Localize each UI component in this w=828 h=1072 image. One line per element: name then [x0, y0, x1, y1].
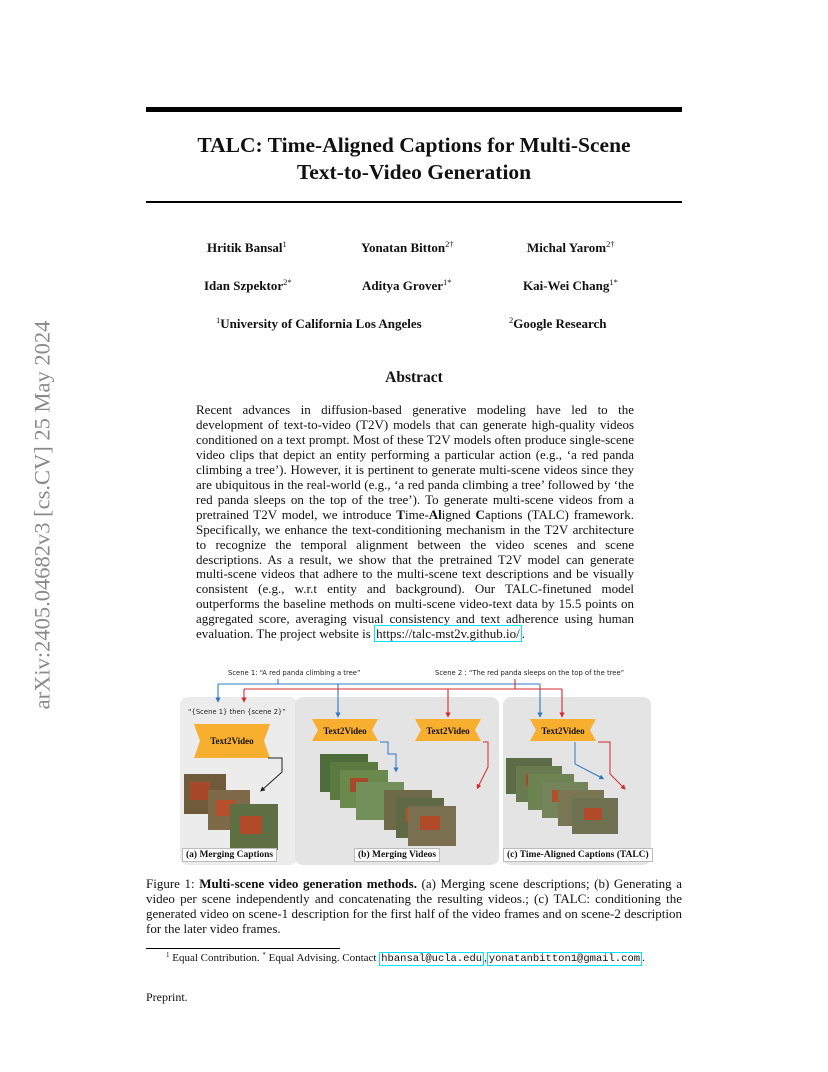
figure-1	[170, 662, 660, 867]
project-link[interactable]: https://talc-mst2v.github.io/	[376, 626, 520, 642]
footnote-rule	[146, 948, 340, 949]
author: Kai-Wei Chang$^{1*}$	[523, 277, 618, 293]
author: Yonatan Bitton$^{2\dagger}$	[361, 239, 454, 255]
t2v-label-a: Text2Video	[210, 736, 254, 746]
affiliation: $^2$Google Research	[509, 315, 607, 331]
panel-a-title: (a) Merging Captions	[182, 848, 277, 862]
paper-title	[146, 132, 682, 186]
panel-c-title: (c) Time-Aligned Captions (TALC)	[503, 848, 653, 862]
preprint-label: Preprint.	[146, 990, 188, 1004]
frames-panel-c	[506, 758, 618, 834]
arxiv-id: arXiv:2405.04682v3 [cs.CV] 25 May 2024	[29, 320, 54, 710]
author: Michal Yarom$^{2\dagger}$	[527, 239, 615, 255]
top-rule	[146, 107, 682, 112]
email-link-2[interactable]: yonatanbitton1@gmail.com	[488, 953, 641, 965]
arxiv-stamp	[22, 275, 62, 755]
frames-panel-b	[320, 754, 456, 846]
scene2-label: Scene 2 : “The red panda sleeps on the top of the tree”	[435, 669, 625, 677]
t2v-label-b1: Text2Video	[323, 726, 367, 736]
figure-diagram	[170, 662, 660, 867]
scene1-label: Scene 1: “A red panda climbing a tree”	[228, 669, 361, 677]
title-rule	[146, 201, 682, 203]
panel-b-title: (b) Merging Videos	[354, 848, 440, 862]
merge-prompt: “{Scene 1} then {scene 2}”	[188, 708, 286, 716]
author: Idan Szpektor$^{2*}$	[204, 277, 292, 293]
title-line-1: TALC: Time-Aligned Captions for Multi-Scene	[197, 133, 631, 157]
footnote: $^1$ Equal Contribution. * Equal Advising. Contact hbansal@ucla.edu , yonatanbitton1@gmail.com .	[166, 951, 645, 965]
t2v-label-b2: Text2Video	[426, 726, 470, 736]
affiliation: $^1$University of California Los Angeles	[216, 315, 422, 331]
title-line-2: Text-to-Video Generation	[296, 160, 532, 184]
email-link-1[interactable]: hbansal@ucla.edu	[381, 953, 483, 965]
abstract-heading: Abstract	[385, 369, 443, 386]
author: Hritik Bansal$^1$	[207, 239, 287, 255]
figure-caption: Figure 1: Multi-scene video generation methods. (a) Merging scene descriptions; (b) Generating a video per scene independently and concatenating the resulting videos.; (c) TALC: conditioning the generated video on scene-1 description for the first half of the video frames and on scene-2 description for the later video frames.	[146, 876, 682, 936]
abstract-body: Recent advances in diffusion-based generative modeling have led to the development of text-to-video (T2V) models that can generate high-quality videos conditioned on a text prompt. Most of these T2V models often produce single-scene video clips that depict an entity performing a particular action (e.g., ‘a red panda climbing a tree’). However, it is pertinent to generate multi-scene videos since they are ubiquitous in the real-world (e.g., ‘a red panda climbing a tree’ followed by ‘the red panda sleeps on the top of the tree’). To generate multi-scene videos from a pretrained T2V model, we introduce Time-Aligned Captions (TALC) framework. Specifically, we enhance the text-conditioning mechanism in the T2V architecture to recognize the temporal alignment between the video scenes and scene descriptions. As a result, we show that the pretrained T2V model can generate multi-scene videos that adhere to the multi-scene text descriptions and be visually consistent (e.g., w.r.t entity and background). Our TALC-finetuned model outperforms the baseline methods on multi-scene video-text data by 15.5 points on aggregated score, averaging visual consistency and text adherence using human evaluation. The project website is https://talc-mst2v.github.io/ .	[196, 402, 635, 642]
t2v-label-c: Text2Video	[541, 726, 585, 736]
frames-panel-a	[184, 774, 278, 850]
author: Aditya Grover$^{1*}$	[362, 277, 452, 293]
